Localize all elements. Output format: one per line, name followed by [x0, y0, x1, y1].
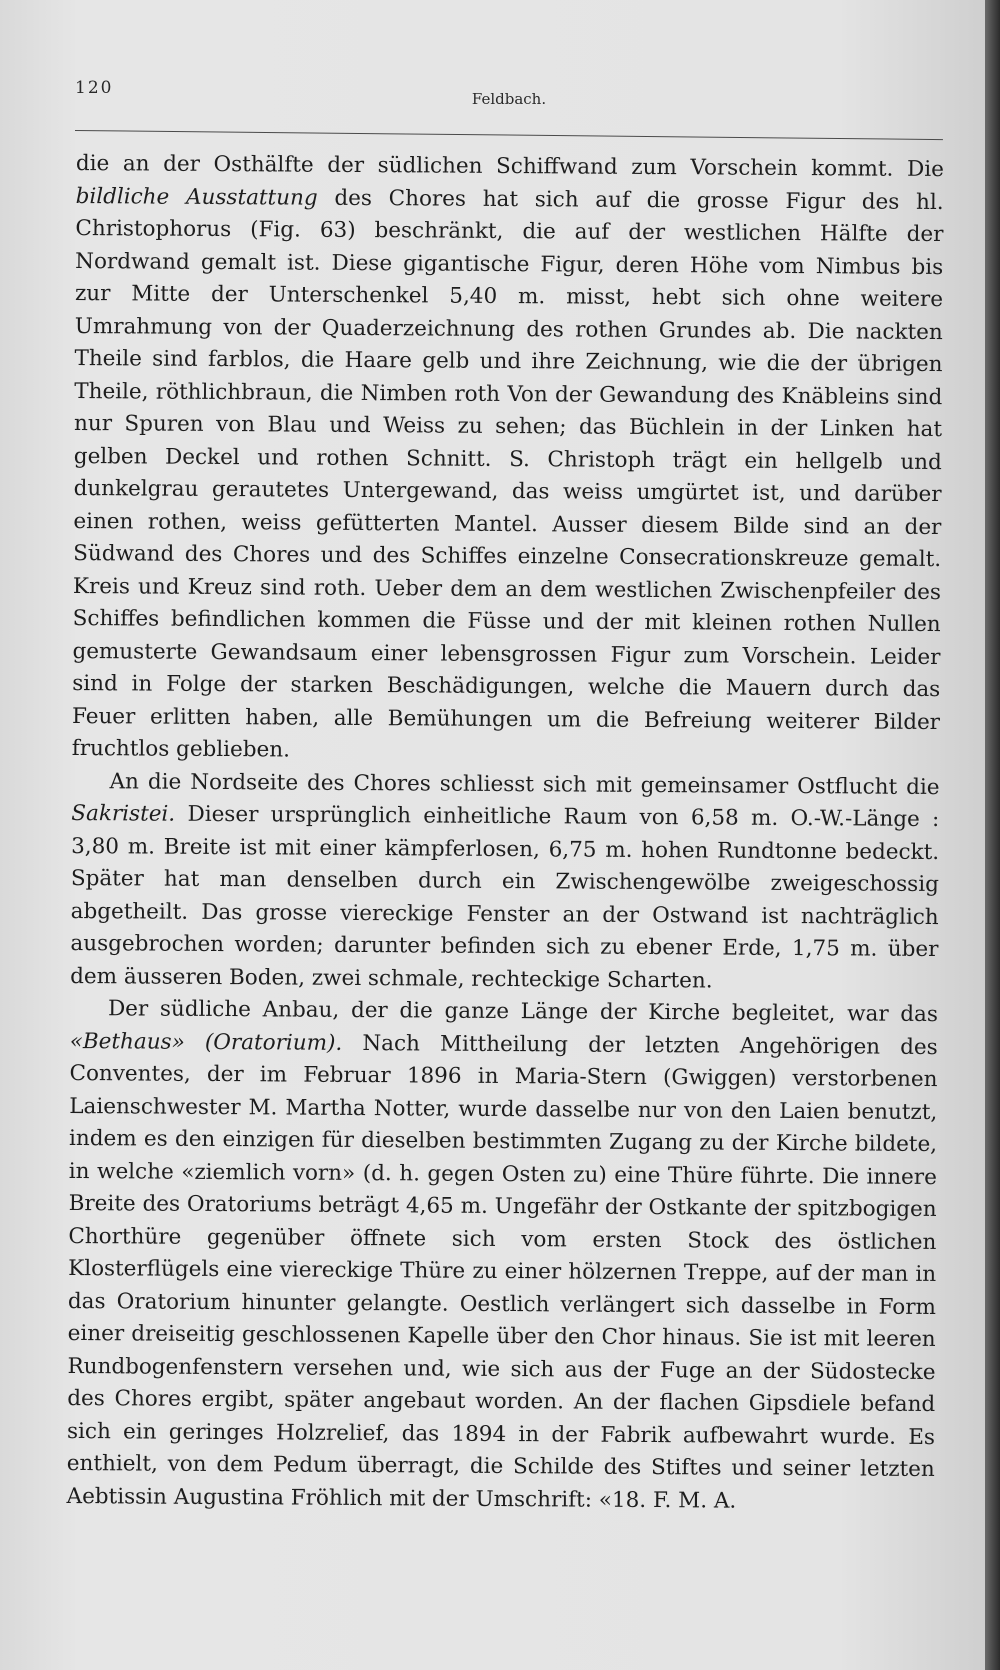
paragraph-sacristy	[70, 765, 940, 999]
text-run: Der südliche Anbau, der die ganze Länge der Kirche begleitet, war das	[107, 996, 939, 1028]
paragraph-choir-decoration	[72, 148, 944, 772]
text-run: die an der Osthälfte der südlichen Schiffwand zum Vorschein kommt. Die	[75, 150, 944, 183]
italic-term: «Bethaus» (Oratorium).	[69, 1028, 343, 1056]
body-text	[66, 148, 944, 1519]
text-run: Dieser ursprünglich einheitliche Raum von 6,58 m. O.-W.-Länge : 3,80 m. Breite ist mit einer kämpferlosen, 6,75 m. hohen Rundtonne bedeckt. Später hat man denselben durch ein Zwischengewölbe zweigeschossig abgetheilt. Das grosse viereckige Fenster an der Ostwand ist nachträglich ausgebrochen worden; darunter befinden sich zu ebener Erde, 1,75 m. über dem äusseren Boden, zwei schmale, rechteckige Scharten.	[70, 801, 940, 993]
page-header	[75, 78, 943, 108]
header-rule	[75, 130, 943, 140]
paragraph-oratory	[66, 993, 938, 1519]
page-edge	[985, 0, 1000, 1670]
text-run: des Chores hat sich auf die grosse Figur des hl. Christophorus (Fig. 63) beschränkt, die auf der westlichen Hälfte der Nordwand gemalt ist. Diese gigantische Figur, deren Höhe vom Nimbus bis zur Mitte der Unterschenkel 5,40 m. misst, hebt sich ohne weitere Umrahmung von der Quaderzeichnung des rothen Grundes ab. Die nackten Theile sind farblos, die Haare gelb und ihre Zeichnung, wie die der übrigen Theile, röthlichbraun, die Nimben roth Von der Gewandung des Knäbleins sind nur Spuren von Blau und Weiss zu sehen; das Büchlein in der Linken hat gelben Deckel und rothen Schnitt. S. Christoph trägt ein hellgelb und dunkelgrau gerautetes Untergewand, das weiss umgürtet ist, und darüber einen rothen, weiss gefütterten Mantel. Ausser diesem Bilde sind an der Südwand des Chores und des Schiffes einzelne Consecrationskreuze gemalt. Kreis und Kreuz sind roth. Ueber dem an dem westlichen Zwischenpfeiler des Schiffes befindlichen kommen die Füsse und der mit kleinen rothen Nullen gemusterte Gewandsaum einer lebensgrossen Figur zum Vorschein. Leider sind in Folge der starken Beschädigungen, welche die Mauern durch das Feuer erlitten haben, alle Bemühungen um die Befreiung weiterer Bilder fruchtlos geblieben.	[71, 185, 944, 763]
text-run: Nach Mittheilung der letzten Angehörigen des Conventes, der im Februar 1896 in Maria-Stern (Gwiggen) verstorbenen Laienschwester M. Martha Notter, wurde dasselbe nur von den Laien benutzt, indem es den einzigen für dieselben bestimmten Zugang zu der Kirche bildete, in welche «ziemlich vorn» (d. h. gegen Osten zu) eine Thüre führte. Die innere Breite des Oratoriums beträgt 4,65 m. Ungefähr der Ostkante der spitzbogigen Chorthüre gegenüber öffnete sich vom ersten Stock des östlichen Klosterflügels eine viereckige Thüre zu einer hölzernen Treppe, auf der man in das Oratorium hinunter gelangte. Oestlich verlängert sich dasselbe in Form einer dreiseitig geschlossenen Kapelle über den Chor hinaus. Sie ist mit leeren Rundbogenfenstern versehen und, wie sich aus der Fuge an der Südostecke des Chores ergibt, später angebaut worden. An der flachen Gipsdiele befand sich ein geringes Holzrelief, das 1894 in der Fabrik aufbewahrt wurde. Es enthielt, von dem Pedum überragt, die Schilde des Stiftes und seiner letzten Aebtissin Augustina Fröhlich mit der Umschrift: «18. F. M. A.	[66, 1030, 938, 1514]
page-number: 120	[75, 78, 114, 98]
italic-term: Sakristei.	[71, 800, 176, 827]
italic-term: bildliche Ausstattung	[75, 183, 318, 211]
text-run: An die Nordseite des Chores schliesst sich mit gemeinsamer Ostflucht die	[109, 768, 940, 800]
running-title: Feldbach.	[471, 90, 547, 108]
